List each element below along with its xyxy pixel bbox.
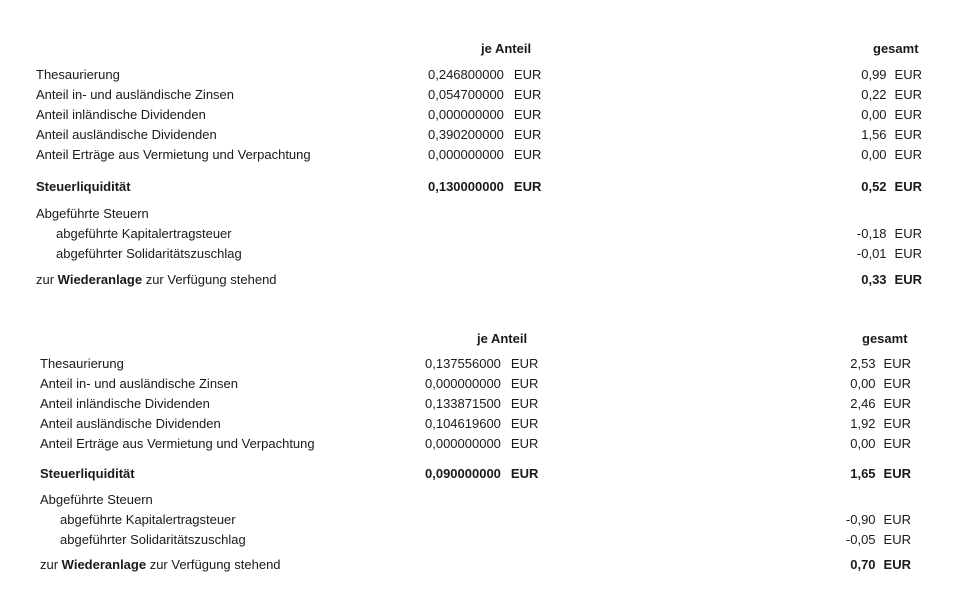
row-label: Steuerliquidität [40,466,135,481]
tax-item-row [0,531,961,549]
row-label: Anteil in- und ausländische Zinsen [36,87,235,102]
table-row [0,86,961,104]
total-value: -0,05 EUR [845,532,911,547]
total-value: 0,00 EUR [850,436,911,451]
row-label: abgeführter Solidaritätszuschlag [56,246,242,261]
row-label: Anteil ausländische Dividenden [40,416,221,431]
row-label: zur Wiederanlage zur Verfügung stehend [40,557,281,572]
row-label: abgeführte Kapitalertragsteuer [60,512,236,527]
row-label: Thesaurierung [36,67,120,82]
reinvest-row [0,556,961,574]
per-share-value: 0,000000000 EUR [425,376,539,391]
total-value: 1,56 EUR [861,127,922,142]
table-row [0,395,961,413]
row-label: abgeführte Kapitalertragsteuer [56,226,232,241]
per-share-header: je Anteil [481,41,532,56]
per-share-value: 0,104619600 EUR [425,416,539,431]
tax-item-row [0,245,961,263]
total-value: 0,70 EUR [850,557,911,572]
table-row [0,375,961,393]
total-value: -0,18 EUR [856,226,922,241]
total-value: 1,65 EUR [850,466,911,481]
row-label: Anteil in- und ausländische Zinsen [40,376,239,391]
total-value: 0,00 EUR [850,376,911,391]
per-share-value: 0,133871500 EUR [425,396,539,411]
table-row [0,435,961,453]
row-label: Anteil inländische Dividenden [40,396,210,411]
row-label: Anteil Erträge aus Vermietung und Verpachtung [40,436,315,451]
table-row [0,106,961,124]
row-label: abgeführter Solidaritätszuschlag [60,532,246,547]
table-row [0,146,961,164]
tax-liquidity-row [0,178,961,196]
table-header [0,40,961,58]
taxes-heading [0,205,961,223]
per-share-header: je Anteil [477,331,528,346]
total-header: gesamt [873,41,919,56]
row-label: Abgeführte Steuern [40,492,153,507]
reinvest-row [0,271,961,289]
total-value: 0,00 EUR [861,147,922,162]
row-label: Thesaurierung [40,356,124,371]
table-row [0,66,961,84]
table-row [0,126,961,144]
total-value: 0,33 EUR [861,272,922,287]
row-label: Anteil inländische Dividenden [36,107,206,122]
total-value: 0,22 EUR [861,87,922,102]
tax-item-row [0,225,961,243]
tax-liquidity-row [0,465,961,483]
total-value: 1,92 EUR [850,416,911,431]
row-label: Abgeführte Steuern [36,206,149,221]
total-value: -0,90 EUR [845,512,911,527]
per-share-value: 0,390200000 EUR [428,127,542,142]
per-share-value: 0,000000000 EUR [425,436,539,451]
per-share-value: 0,137556000 EUR [425,356,539,371]
total-value: -0,01 EUR [856,246,922,261]
tax-item-row [0,511,961,529]
per-share-value: 0,000000000 EUR [428,147,542,162]
taxes-heading [0,491,961,509]
row-label: zur Wiederanlage zur Verfügung stehend [36,272,277,287]
row-label: Anteil ausländische Dividenden [36,127,217,142]
per-share-value: 0,246800000 EUR [428,67,542,82]
per-share-value: 0,000000000 EUR [428,107,542,122]
total-value: 2,46 EUR [850,396,911,411]
per-share-value: 0,090000000 EUR [425,466,539,481]
total-header: gesamt [862,331,908,346]
table-row [0,415,961,433]
per-share-value: 0,054700000 EUR [428,87,542,102]
table-row [0,355,961,373]
total-value: 0,52 EUR [861,179,922,194]
per-share-value: 0,130000000 EUR [428,179,542,194]
row-label: Steuerliquidität [36,179,131,194]
row-label: Anteil Erträge aus Vermietung und Verpachtung [36,147,311,162]
total-value: 0,99 EUR [861,67,922,82]
total-value: 0,00 EUR [861,107,922,122]
total-value: 2,53 EUR [850,356,911,371]
table-header [0,330,961,348]
